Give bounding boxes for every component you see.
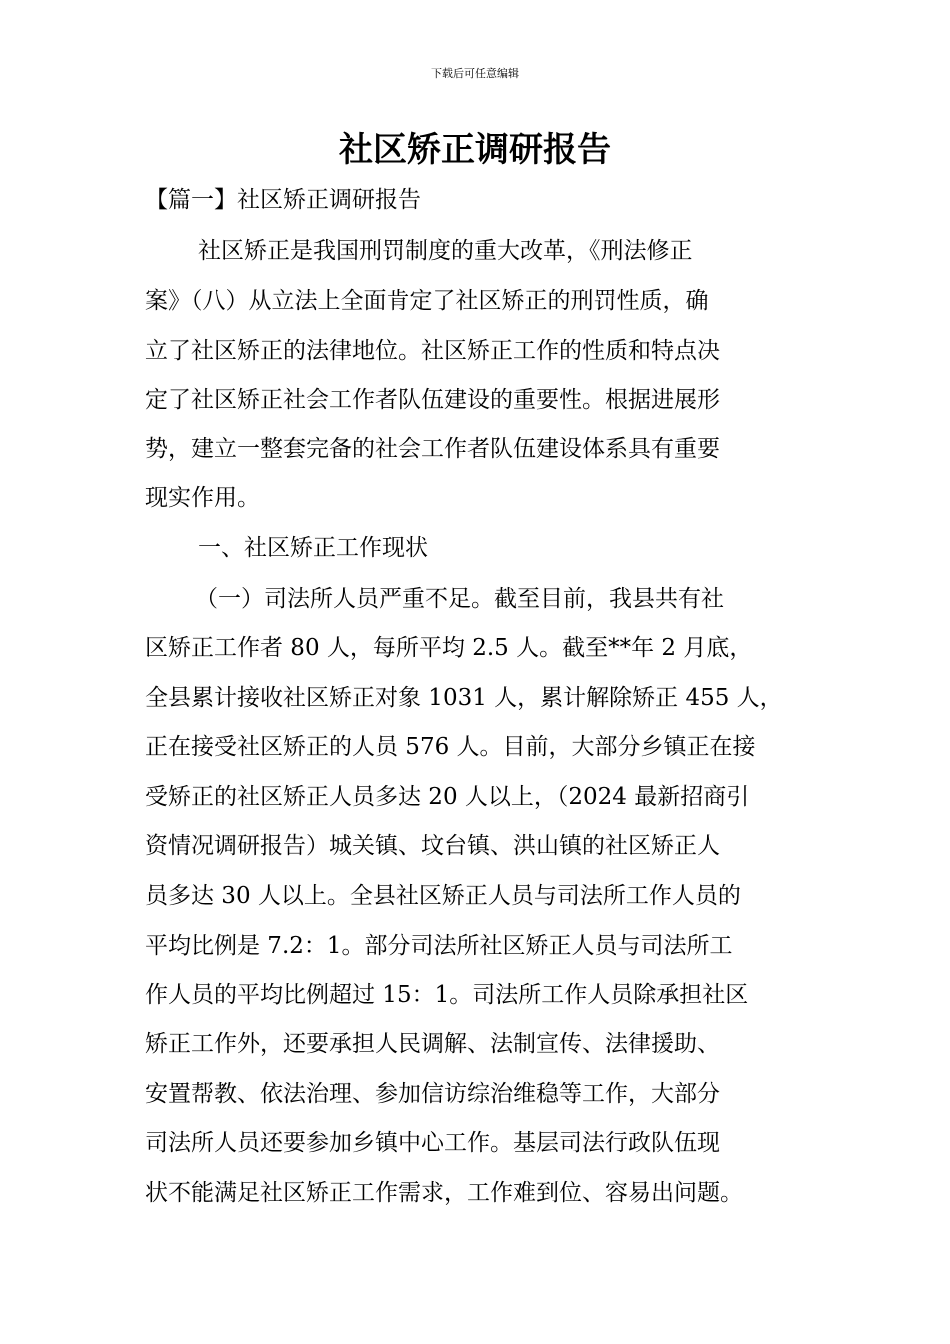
body-line: 立了社区矫正的法律地位。社区矫正工作的性质和特点决: [145, 338, 720, 364]
body-line: （一）司法所人员严重不足。截至目前，我县共有社: [195, 586, 724, 612]
body-line: 定了社区矫正社会工作者队伍建设的重要性。根据进展形: [145, 387, 720, 413]
body-line: 现实作用。: [145, 485, 260, 511]
header-note: 下载后可任意编辑: [431, 67, 519, 80]
body-line: 案》（八）从立法上全面肯定了社区矫正的刑罚性质，确: [145, 288, 709, 314]
body-line: 全县累计接收社区矫正对象 1031 人，累计解除矫正 455 人，: [145, 685, 783, 711]
body-line: 受矫正的社区矫正人员多达 20 人以上，（2024 最新招商引: [145, 784, 750, 810]
section-heading: 【篇一】社区矫正调研报告: [145, 187, 421, 213]
subsection-heading: 一、社区矫正工作现状: [175, 535, 428, 561]
body-line: 员多达 30 人以上。全县社区矫正人员与司法所工作人员的: [145, 883, 741, 909]
body-line: 区矫正工作者 80 人，每所平均 2.5 人。截至**年 2 月底，: [145, 635, 753, 661]
body-line: 社区矫正是我国刑罚制度的重大改革，《刑法修正: [175, 238, 693, 264]
body-line: 司法所人员还要参加乡镇中心工作。基层司法行政队伍现: [145, 1130, 720, 1156]
body-line: 势，建立一整套完备的社会工作者队伍建设体系具有重要: [145, 436, 720, 462]
body-line: 平均比例是 7.2：1。部分司法所社区矫正人员与司法所工: [145, 933, 733, 959]
document-title: 社区矫正调研报告: [339, 130, 611, 170]
body-line: 作人员的平均比例超过 15：1。司法所工作人员除承担社区: [145, 982, 749, 1008]
body-line: 状不能满足社区矫正工作需求，工作难到位、容易出问题。: [145, 1180, 743, 1206]
body-line: 安置帮教、依法治理、参加信访综治维稳等工作，大部分: [145, 1081, 720, 1107]
body-line: 矫正工作外，还要承担人民调解、法制宣传、法律援助、: [145, 1031, 720, 1057]
body-line: 正在接受社区矫正的人员 576 人。目前，大部分乡镇正在接: [145, 734, 756, 760]
body-line: 资情况调研报告）城关镇、坟台镇、洪山镇的社区矫正人: [145, 833, 720, 859]
